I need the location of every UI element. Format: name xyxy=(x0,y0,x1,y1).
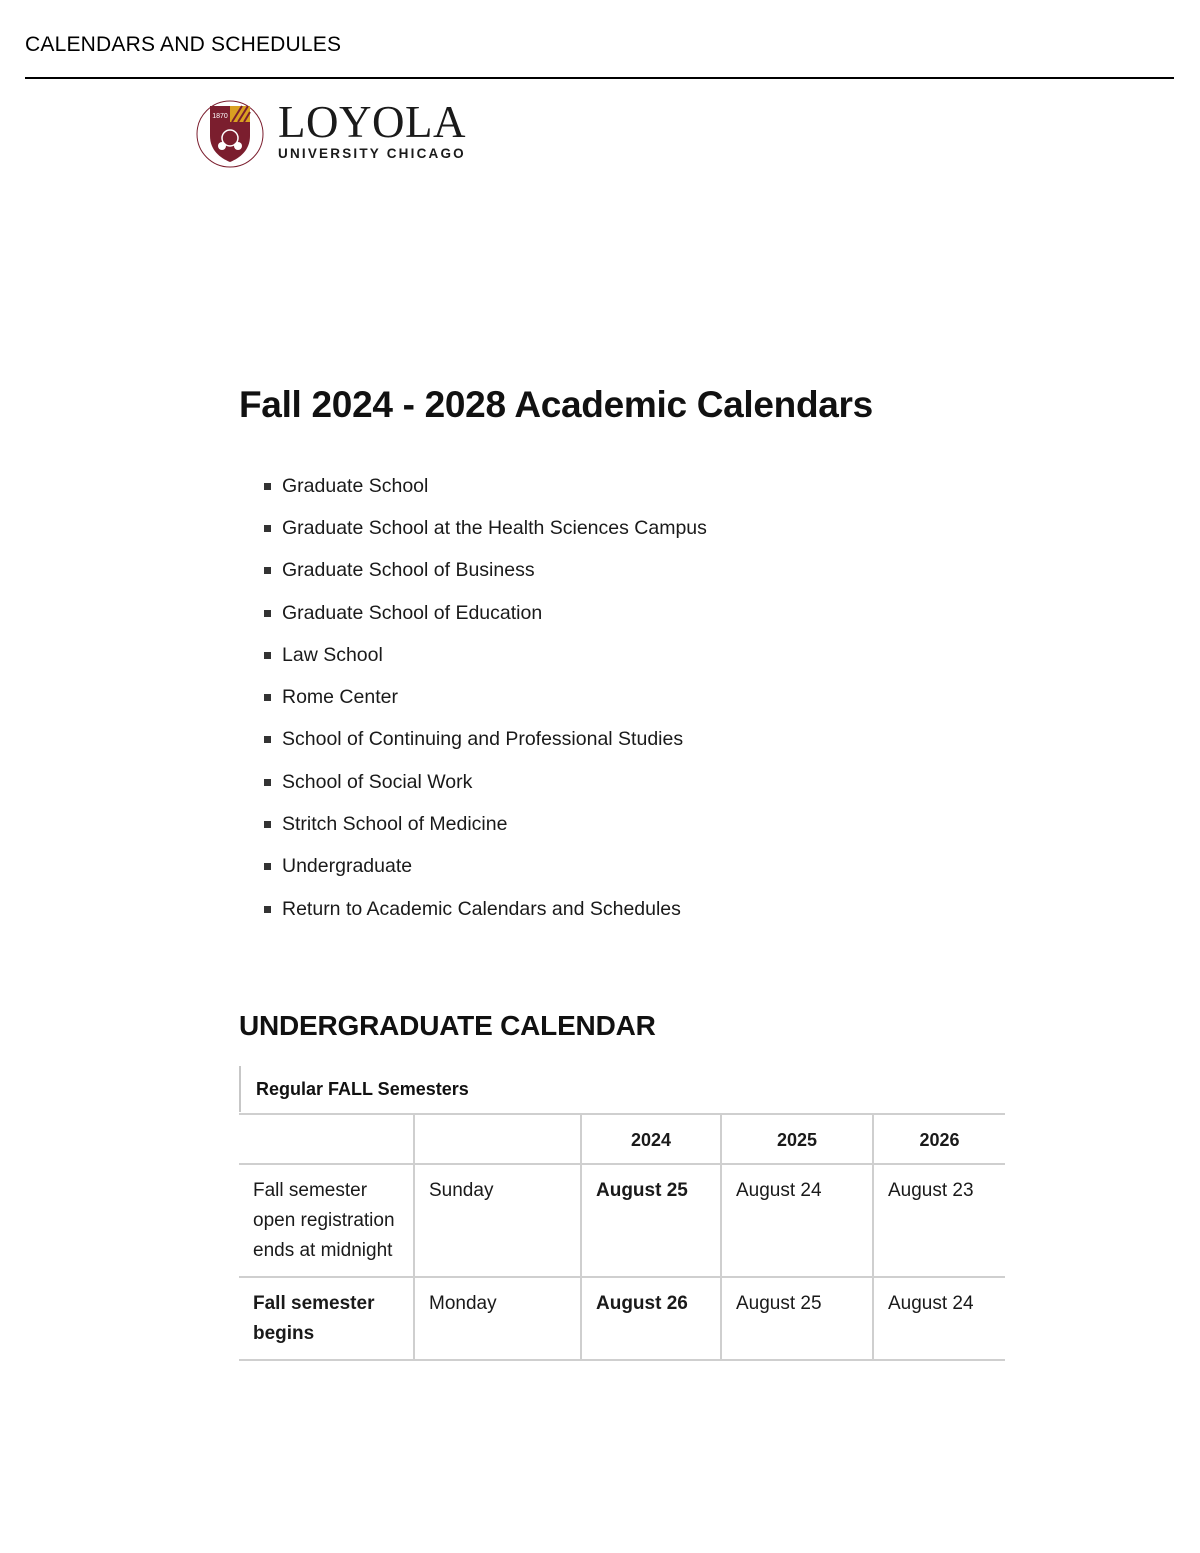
list-item[interactable] xyxy=(264,592,707,634)
table-row xyxy=(239,1277,1005,1360)
bullet-icon xyxy=(264,863,271,870)
link-graduate-school[interactable]: Graduate School xyxy=(282,474,429,497)
list-item[interactable] xyxy=(264,719,707,761)
link-health-sciences[interactable]: Graduate School at the Health Sciences Campus xyxy=(282,516,707,539)
bullet-icon xyxy=(264,567,271,574)
column-header xyxy=(414,1114,581,1164)
bullet-icon xyxy=(264,906,271,913)
list-item[interactable] xyxy=(264,634,707,676)
list-item[interactable] xyxy=(264,761,707,803)
bullet-icon xyxy=(264,736,271,743)
bullet-icon xyxy=(264,694,271,701)
bullet-icon xyxy=(264,821,271,828)
date-cell: August 23 xyxy=(873,1164,1005,1277)
date-cell: August 24 xyxy=(721,1164,873,1277)
bullet-icon xyxy=(264,525,271,532)
event-cell: Fall semester open registration ends at midnight xyxy=(239,1164,414,1277)
link-business[interactable]: Graduate School of Business xyxy=(282,559,535,582)
university-seal-icon xyxy=(196,100,264,168)
column-header: 2024 xyxy=(581,1114,721,1164)
date-cell: August 24 xyxy=(873,1277,1005,1360)
table-header-row xyxy=(239,1114,1005,1164)
seal-year: 1870 xyxy=(212,113,228,120)
bullet-icon xyxy=(264,779,271,786)
wordmark xyxy=(278,97,466,161)
list-item[interactable] xyxy=(264,465,707,507)
logo-name: LOYOLA xyxy=(278,97,466,147)
column-header xyxy=(239,1114,414,1164)
link-continuing-studies[interactable]: School of Continuing and Professional Studies xyxy=(282,728,684,751)
link-undergraduate[interactable]: Undergraduate xyxy=(282,855,413,878)
date-cell: August 25 xyxy=(721,1277,873,1360)
table-caption: Regular FALL Semesters xyxy=(239,1066,989,1112)
bullet-icon xyxy=(264,610,271,617)
link-rome-center[interactable]: Rome Center xyxy=(282,686,398,709)
day-cell: Monday xyxy=(414,1277,581,1360)
list-item[interactable] xyxy=(264,888,707,930)
page-title: Fall 2024 - 2028 Academic Calendars xyxy=(239,384,873,425)
date-cell: August 25 xyxy=(581,1164,721,1277)
calendar-links-list xyxy=(264,465,707,930)
list-item[interactable] xyxy=(264,676,707,718)
logo-subtitle: UNIVERSITY CHICAGO xyxy=(278,146,466,161)
list-item[interactable] xyxy=(264,550,707,592)
list-item[interactable] xyxy=(264,846,707,888)
day-cell: Sunday xyxy=(414,1164,581,1277)
link-stritch-medicine[interactable]: Stritch School of Medicine xyxy=(282,813,508,836)
link-social-work[interactable]: School of Social Work xyxy=(282,770,473,793)
link-return-to-calendars[interactable]: Return to Academic Calendars and Schedules xyxy=(282,897,681,920)
list-item[interactable] xyxy=(264,803,707,845)
bullet-icon xyxy=(264,483,271,490)
undergraduate-calendar-table xyxy=(239,1113,1005,1361)
event-cell: Fall semester begins xyxy=(239,1277,414,1360)
list-item[interactable] xyxy=(264,507,707,549)
column-header: 2025 xyxy=(721,1114,873,1164)
bullet-icon xyxy=(264,652,271,659)
date-cell: August 26 xyxy=(581,1277,721,1360)
table-row xyxy=(239,1164,1005,1277)
header-divider xyxy=(25,77,1174,79)
loyola-logo[interactable] xyxy=(196,97,466,168)
page-header-title: CALENDARS AND SCHEDULES xyxy=(25,33,342,56)
section-title: UNDERGRADUATE CALENDAR xyxy=(239,1010,656,1041)
link-education[interactable]: Graduate School of Education xyxy=(282,601,543,624)
column-header: 2026 xyxy=(873,1114,1005,1164)
link-law-school[interactable]: Law School xyxy=(282,643,383,666)
